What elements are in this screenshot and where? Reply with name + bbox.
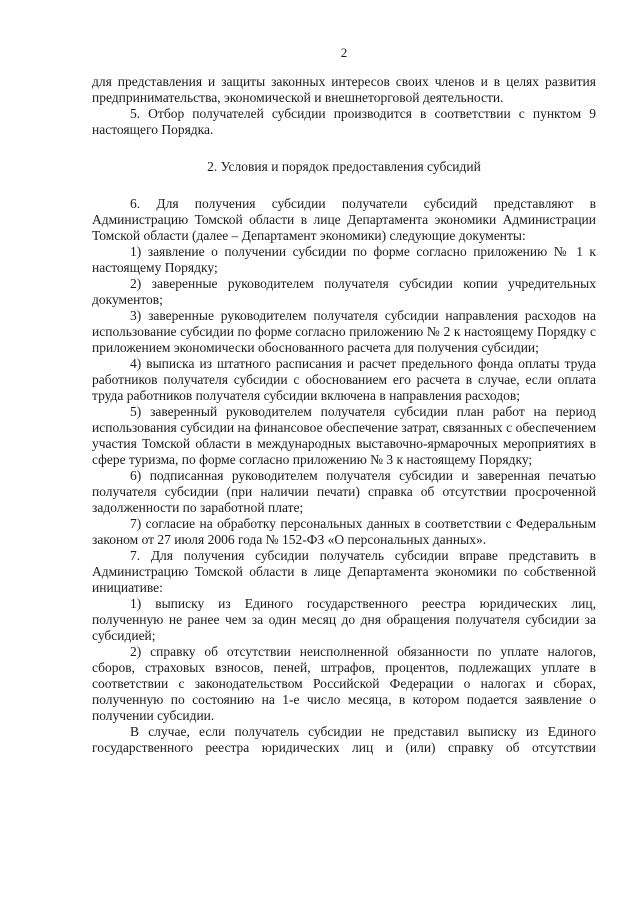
- paragraph-item-6-5: 5) заверенный руководителем получателя субсидии план работ на период использования субсидии на финансовое обеспечение затрат, связанных с обеспечением участия Томской области в международных выставочно-ярмарочных мероприятиях в сфере туризма, по форме согласно приложению № 3 к настоящему Порядку;: [92, 404, 596, 467]
- paragraph-item-7-1: 1) выписку из Единого государственного реестра юридических лиц, полученную не ранее чем за один месяц до дня обращения получателя субсидии за субсидией;: [92, 596, 596, 643]
- paragraph-item-6-3: 3) заверенные руководителем получателя субсидии направления расходов на использование субсидии по форме согласно приложению № 2 к настоящему Порядку с приложением экономически обоснованного расчета для получения субсидии;: [92, 308, 596, 355]
- paragraph-item-7-2: 2) справку об отсутствии неисполненной обязанности по уплате налогов, сборов, страховых взносов, пеней, штрафов, процентов, подлежащих уплате в соответствии с законодательством Российской Федерации о налогах и сборах, полученную по состоянию на 1-е число месяца, в котором подается заявление о получении субсидии.: [92, 644, 596, 723]
- paragraph-item-7: 7. Для получения субсидии получатель субсидии вправе представить в Администрацию Томской области в лице Департамента экономики по собственной инициативе:: [92, 548, 596, 595]
- paragraph-item-6-7: 7) согласие на обработку персональных данных в соответствии с Федеральным законом от 27 июля 2006 года № 152-ФЗ «О персональных данных».: [92, 516, 596, 547]
- paragraph-item-6-1: 1) заявление о получении субсидии по форме согласно приложению № 1 к настоящему Порядку;: [92, 244, 596, 275]
- paragraph-item-5: 5. Отбор получателей субсидии производится в соответствии с пунктом 9 настоящего Порядка.: [92, 106, 596, 137]
- paragraph-case: В случае, если получатель субсидии не представил выписку из Единого государственного реестра юридических лиц и (или) справку об отсутствии: [92, 724, 596, 755]
- paragraph-item-6: 6. Для получения субсидии получатели субсидий представляют в Администрацию Томской области в лице Департамента экономики Администрации Томской области (далее – Департамент экономики) следующие документы:: [92, 196, 596, 243]
- page-number: 2: [340, 45, 348, 60]
- paragraph-continuation: для представления и защиты законных интересов своих членов и в целях развития предпринимательства, экономической и внешнеторговой деятельности.: [92, 74, 596, 105]
- document-body: [92, 74, 596, 756]
- paragraph-item-6-6: 6) подписанная руководителем получателя субсидии и заверенная печатью получателя субсидии (при наличии печати) справка об отсутствии просроченной задолженности по заработной плате;: [92, 468, 596, 515]
- section-heading: 2. Условия и порядок предоставления субсидий: [207, 159, 481, 174]
- paragraph-item-6-4: 4) выписка из штатного расписания и расчет предельного фонда оплаты труда работников получателя субсидии с обоснованием его расчета в случае, если оплата труда работников получателя субсидии включена в направления расходов;: [92, 356, 596, 403]
- paragraph-item-6-2: 2) заверенные руководителем получателя субсидии копии учредительных документов;: [92, 276, 596, 307]
